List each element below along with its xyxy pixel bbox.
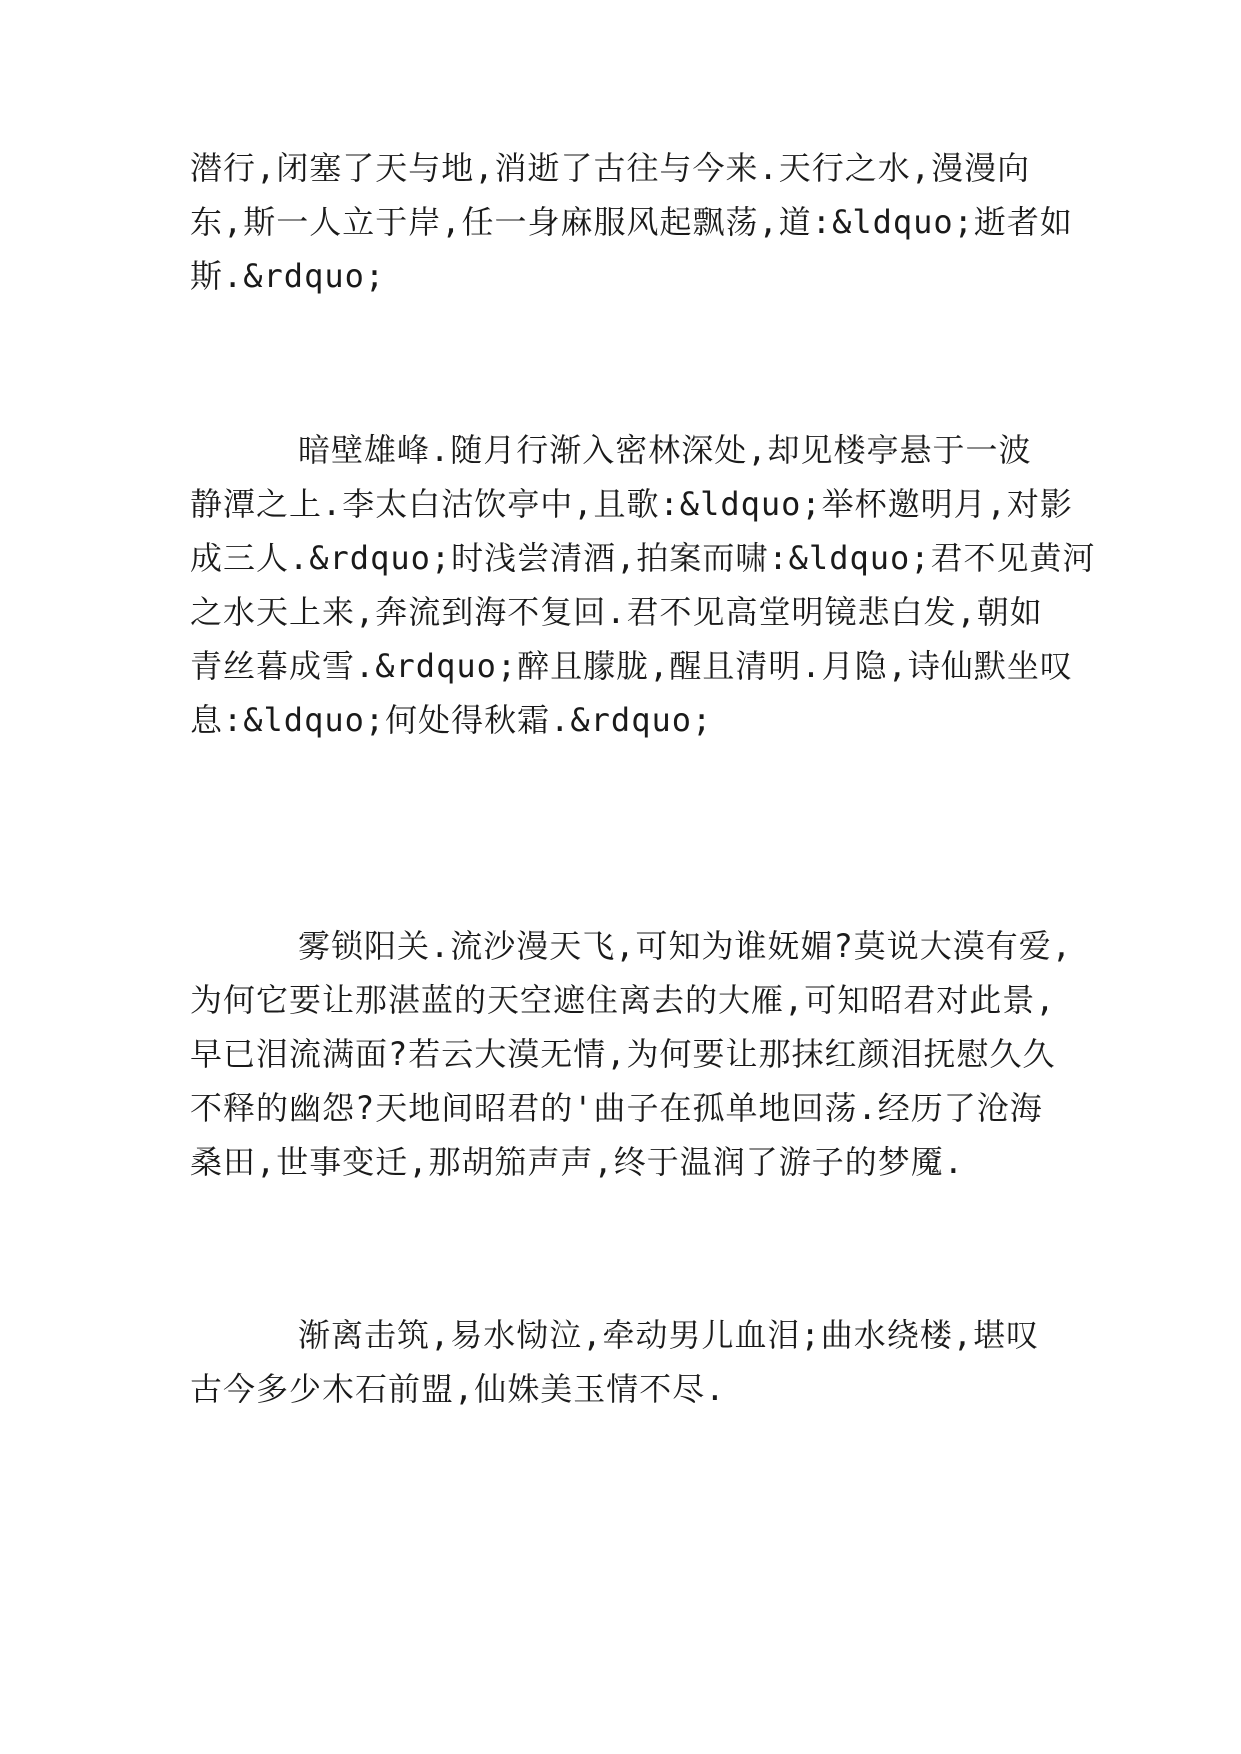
paragraph-1-line-1: 潜行,闭塞了天与地,消逝了古往与今来.天行之水,漫漫向 xyxy=(190,149,1031,187)
paragraph-1-line-2: 东,斯一人立于岸,任一身麻服风起飘荡,道:&ldquo;逝者如 xyxy=(190,203,1073,241)
paragraph-1-line-3: 斯.&rdquo; xyxy=(190,257,386,295)
paragraph-3-line-1: 雾锁阳关.流沙漫天飞,可知为谁妩媚?莫说大漠有爱, xyxy=(298,927,1073,965)
paragraph-2-line-6: 息:&ldquo;何处得秋霜.&rdquo; xyxy=(190,701,713,739)
paragraph-2-line-1: 暗壁雄峰.随月行渐入密林深处,却见楼亭悬于一波 xyxy=(298,431,1032,469)
paragraph-2-line-2: 静潭之上.李太白沽饮亭中,且歌:&ldquo;举杯邀明月,对影 xyxy=(190,485,1073,523)
paragraph-2-line-4: 之水天上来,奔流到海不复回.君不见高堂明镜悲白发,朝如 xyxy=(190,593,1043,631)
paragraph-3-line-5: 桑田,世事变迁,那胡笳声声,终于温润了游子的梦魇. xyxy=(190,1143,965,1181)
paragraph-4-line-2: 古今多少木石前盟,仙姝美玉情不尽. xyxy=(190,1370,726,1408)
paragraph-2-line-3: 成三人.&rdquo;时浅尝清酒,拍案而啸:&ldquo;君不见黄河 xyxy=(190,539,1096,577)
paragraph-4-line-1: 渐离击筑,易水恸泣,牵动男儿血泪;曲水绕楼,堪叹 xyxy=(298,1316,1040,1354)
paragraph-3-line-3: 早已泪流满面?若云大漠无情,为何要让那抹红颜泪抚慰久久 xyxy=(190,1035,1056,1073)
paragraph-3-line-4: 不释的幽怨?天地间昭君的'曲子在孤单地回荡.经历了沧海 xyxy=(190,1089,1043,1127)
paragraph-2-line-5: 青丝暮成雪.&rdquo;醉且朦胧,醒且清明.月隐,诗仙默坐叹 xyxy=(190,647,1073,685)
paragraph-3-line-2: 为何它要让那湛蓝的天空遮住离去的大雁,可知昭君对此景, xyxy=(190,981,1056,1019)
